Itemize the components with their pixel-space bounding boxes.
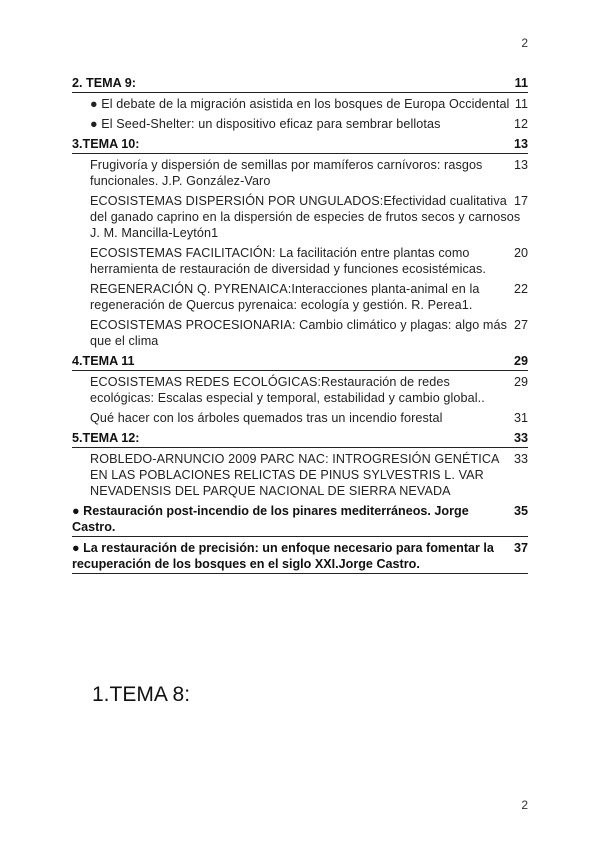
toc-entry-text: ECOSISTEMAS FACILITACIÓN: La facilitación entre plantas como herramienta de restauración de diversidad y funciones ecosistémicas. (90, 246, 487, 276)
toc-entry-text: 5.TEMA 12: (72, 431, 140, 445)
page-number-top: 2 (521, 36, 528, 50)
toc-page-number: 33 (513, 452, 528, 466)
toc-page-number: 11 (514, 97, 528, 111)
toc-entry[interactable] (90, 157, 528, 189)
toc-entry[interactable] (90, 281, 528, 313)
toc-entry[interactable] (90, 245, 528, 277)
toc-entry[interactable] (90, 96, 528, 112)
toc-page-number: 13 (513, 137, 528, 151)
toc-page-number: 11 (514, 76, 528, 90)
toc-entry[interactable] (72, 353, 528, 371)
toc-entry-text: REGENERACIÓN Q. PYRENAICA:Interacciones planta-animal en la regeneración de Quercus pyrenaica: ecología y gestión. R. Perea1. (90, 282, 480, 312)
toc-entry[interactable] (72, 75, 528, 93)
toc-page-number: 29 (513, 354, 528, 368)
table-of-contents (72, 75, 528, 577)
toc-entry-text: ● El Seed-Shelter: un dispositivo eficaz para sembrar bellotas (90, 117, 441, 131)
toc-entry[interactable] (72, 430, 528, 448)
toc-entry[interactable] (72, 503, 528, 537)
toc-entry-text: 3.TEMA 10: (72, 137, 140, 151)
toc-entry[interactable] (72, 540, 528, 574)
toc-page-number: 17 (513, 194, 528, 208)
toc-entry[interactable] (90, 410, 528, 426)
toc-entry-text: 2. TEMA 9: (72, 76, 136, 90)
toc-entry-text: ECOSISTEMAS PROCESIONARIA: Cambio climático y plagas: algo más que el clima (90, 318, 508, 348)
toc-entry-text: ● El debate de la migración asistida en los bosques de Europa Occidental (90, 97, 510, 111)
section-heading: 1.TEMA 8: (92, 683, 191, 706)
toc-entry[interactable] (90, 317, 528, 349)
page-number-bottom: 2 (521, 798, 528, 812)
toc-entry-text: ROBLEDO-ARNUNCIO 2009 PARC NAC: INTROGRESIÓN GENÉTICA EN LAS POBLACIONES RELICTAS DE PINUS SYLVESTRIS L. VAR NEVADENSIS DEL PARQUE NACIONAL DE SIERRA NEVADA (90, 452, 499, 498)
toc-entry-text: 4.TEMA 11 (72, 354, 135, 368)
toc-entry-text: ● La restauración de precisión: un enfoque necesario para fomentar la recuperación de los bosques en el siglo XXI.Jorge Castro. (72, 541, 494, 571)
toc-entry-text: ECOSISTEMAS DISPERSIÓN POR UNGULADOS:Efectividad cualitativa del ganado caprino en la dispersión de especies de frutos secos y carnosos J. M. Mancilla-Leytón1 (90, 194, 521, 240)
toc-entry-text: Qué hacer con los árboles quemados tras un incendio forestal (90, 411, 443, 425)
toc-entry[interactable] (90, 451, 528, 499)
toc-entry[interactable] (90, 374, 528, 406)
toc-page-number: 37 (513, 541, 528, 555)
toc-page-number: 29 (513, 375, 528, 389)
toc-page-number: 35 (513, 504, 528, 518)
toc-entry-text: Frugivoría y dispersión de semillas por mamíferos carnívoros: rasgos funcionales. J.P. González-Varo (90, 158, 483, 188)
toc-entry[interactable] (90, 193, 528, 241)
toc-entry-text: ● Restauración post-incendio de los pinares mediterráneos. Jorge Castro. (72, 504, 469, 534)
toc-page-number: 27 (513, 318, 528, 332)
toc-page-number: 20 (513, 246, 528, 260)
toc-page-number: 12 (513, 117, 528, 131)
toc-page-number: 31 (513, 411, 528, 425)
toc-page-number: 13 (513, 158, 528, 172)
toc-page-number: 22 (513, 282, 528, 296)
toc-entry[interactable] (90, 116, 528, 132)
toc-entry[interactable] (72, 136, 528, 154)
toc-entry-text: ECOSISTEMAS REDES ECOLÓGICAS:Restauración de redes ecológicas: Escalas especial y temporal, estabilidad y cambio global.. (90, 375, 485, 405)
toc-page-number: 33 (513, 431, 528, 445)
